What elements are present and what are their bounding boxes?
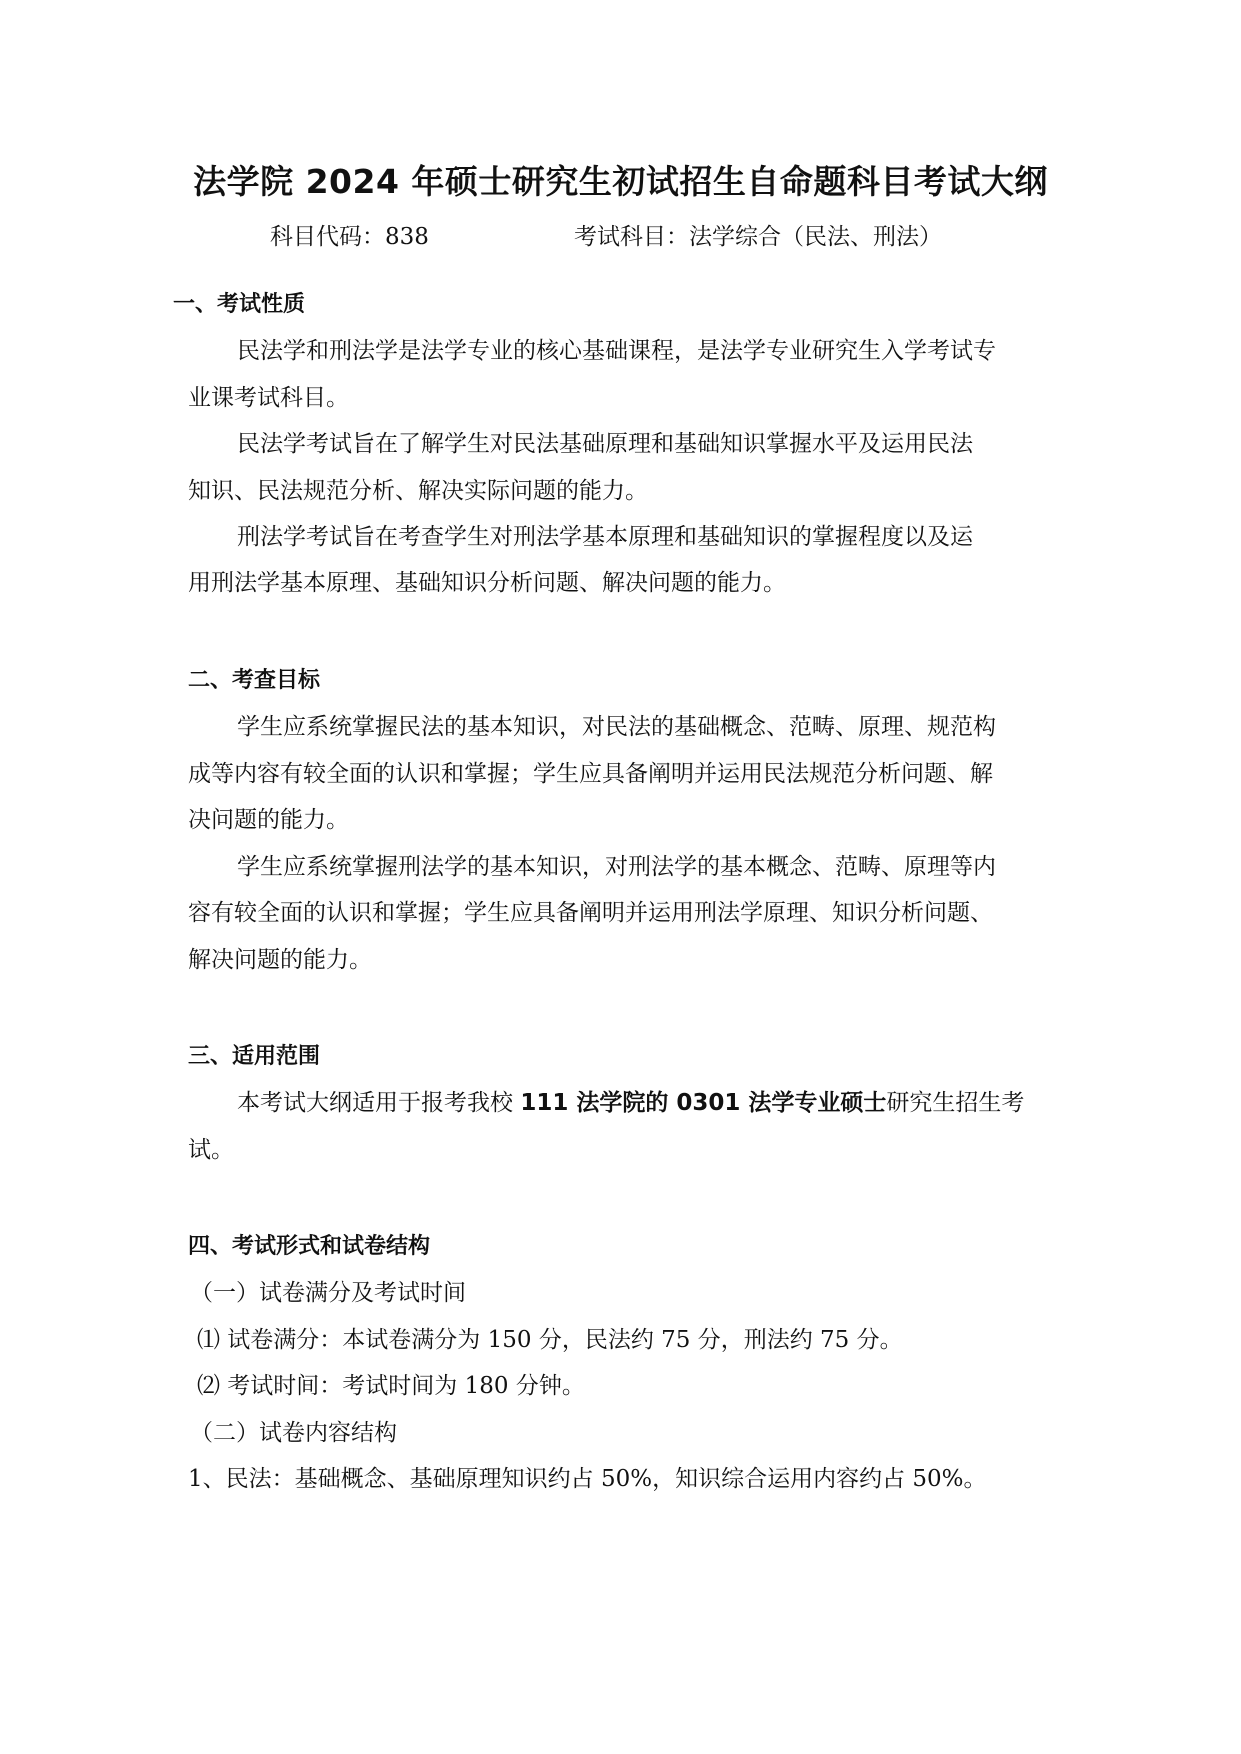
paragraph-line: 用刑法学基本原理、基础知识分析问题、解决问题的能力。 bbox=[188, 570, 786, 596]
section-heading-scope: 三、适用范围 bbox=[188, 1044, 321, 1069]
subject-code: 科目代码：838 bbox=[270, 224, 429, 250]
paragraph-line: 知识、民法规范分析、解决实际问题的能力。 bbox=[188, 478, 648, 504]
paragraph-line: 民法学考试旨在了解学生对民法基础原理和基础知识掌握水平及运用民法 bbox=[237, 431, 973, 457]
paragraph-line: 解决问题的能力。 bbox=[188, 947, 372, 973]
exam-subject: 考试科目：法学综合（民法、刑法） bbox=[574, 224, 942, 250]
paragraph-line: 刑法学考试旨在考查学生对刑法学基本原理和基础知识的掌握程度以及运 bbox=[237, 524, 973, 550]
paragraph-line: 成等内容有较全面的认识和掌握；学生应具备阐明并运用民法规范分析问题、解 bbox=[188, 761, 993, 787]
section-heading-nature: 一、考试性质 bbox=[173, 292, 306, 317]
paragraph-line: 业课考试科目。 bbox=[188, 385, 349, 411]
list-item: 1、民法：基础概念、基础原理知识约占 50%，知识综合运用内容约占 50%。 bbox=[188, 1466, 987, 1492]
section-heading-objectives: 二、考查目标 bbox=[188, 668, 321, 693]
list-item: ⑵ 考试时间：考试时间为 180 分钟。 bbox=[197, 1373, 585, 1399]
section-heading-format: 四、考试形式和试卷结构 bbox=[188, 1234, 431, 1259]
scope-program-bold: 111 法学院的 0301 法学专业硕士 bbox=[520, 1090, 887, 1116]
paragraph-line: 容有较全面的认识和掌握；学生应具备阐明并运用刑法学原理、知识分析问题、 bbox=[188, 900, 993, 926]
subsection-title: （二）试卷内容结构 bbox=[190, 1420, 397, 1446]
paragraph-line: 学生应系统掌握民法的基本知识，对民法的基础概念、范畴、原理、规范构 bbox=[237, 714, 996, 740]
paragraph-line: 民法学和刑法学是法学专业的核心基础课程，是法学专业研究生入学考试专 bbox=[237, 338, 996, 364]
scope-text-start: 本考试大纲适用于报考我校 bbox=[237, 1090, 521, 1116]
subsection-title: （一）试卷满分及考试时间 bbox=[190, 1280, 466, 1306]
paragraph-line: 决问题的能力。 bbox=[188, 807, 349, 833]
paragraph-line bbox=[237, 1087, 1024, 1119]
paragraph-line: 学生应系统掌握刑法学的基本知识，对刑法学的基本概念、范畴、原理等内 bbox=[237, 854, 996, 880]
list-item: ⑴ 试卷满分：本试卷满分为 150 分，民法约 75 分，刑法约 75 分。 bbox=[197, 1327, 903, 1353]
paragraph-line: 试。 bbox=[188, 1137, 234, 1163]
document-title: 法学院 2024 年硕士研究生初试招生自命题科目考试大纲 bbox=[193, 162, 1048, 201]
scope-text-end: 研究生招生考 bbox=[886, 1090, 1025, 1116]
